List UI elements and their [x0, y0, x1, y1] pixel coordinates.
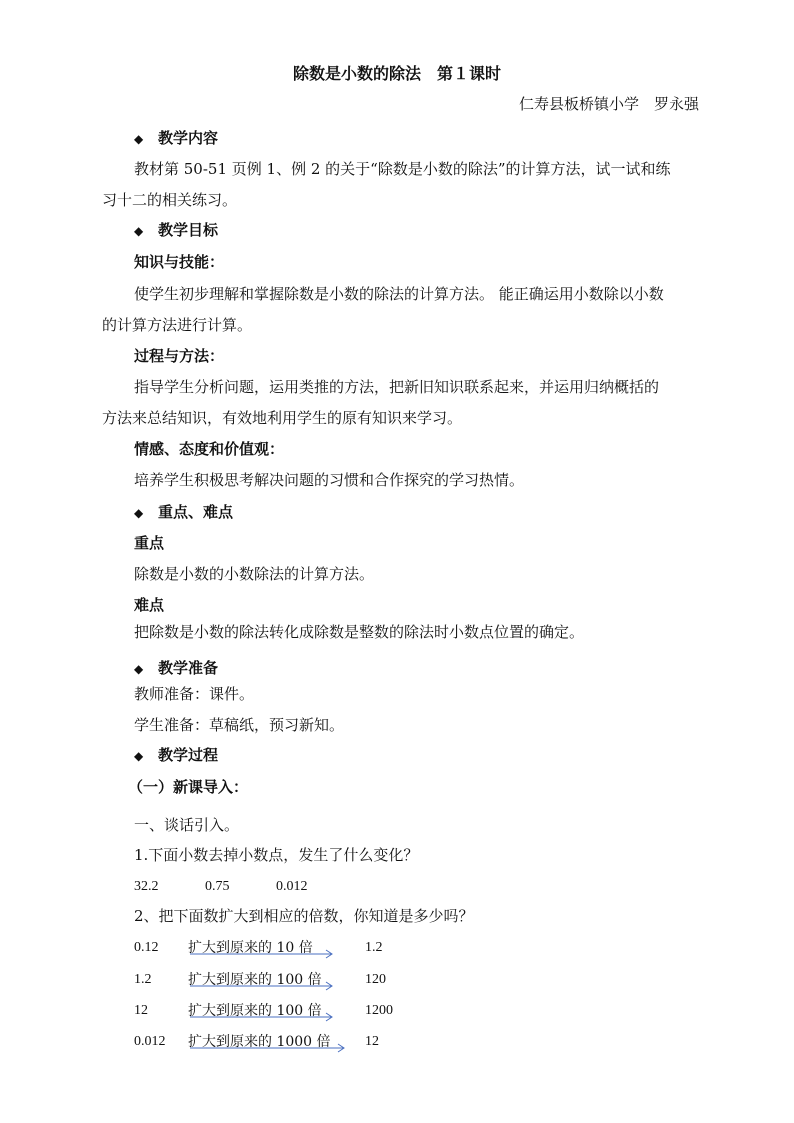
- paragraph-line: 学生准备：草稿纸，预习新知。: [134, 716, 345, 734]
- paragraph-line: 教材第 50-51 页例 1、例 2 的关于“除数是小数的除法”的计算方法，试一试和练: [134, 160, 671, 178]
- paragraph-line: 培养学生积极思考解决问题的习惯和合作探究的学习热情。: [134, 471, 525, 489]
- row-result: 120: [365, 972, 386, 987]
- row-result: 12: [365, 1034, 379, 1049]
- diamond-bullet-icon: ◆: [134, 749, 144, 763]
- subheading-emotion: 情感、态度和价值观：: [134, 440, 285, 458]
- subheading-intro: （一）新课导入：: [128, 778, 249, 796]
- question-2: 2、把下面数扩大到相应的倍数，你知道是多少吗？: [134, 907, 474, 925]
- author-line: 仁寿县板桥镇小学 罗永强: [518, 95, 699, 113]
- subheading-key: 重点: [134, 534, 165, 552]
- paragraph-line: 习十二的相关练习。: [102, 191, 238, 209]
- row-number: 0.12: [134, 940, 159, 955]
- row-operation: 扩大到原来的 1000 倍: [188, 1034, 331, 1050]
- paragraph-line: 的计算方法进行计算。: [102, 316, 253, 334]
- paragraph-line: 教师准备：课件。: [134, 685, 255, 703]
- row-number: 12: [134, 1003, 148, 1018]
- paragraph-line: 把除数是小数的除法转化成除数是整数的除法时小数点位置的确定。: [134, 623, 585, 641]
- subheading-difficulty: 难点: [134, 596, 165, 614]
- page-title: 除数是小数的除法 第１课时: [292, 64, 501, 83]
- paragraph-line: 一、谈话引入。: [134, 816, 240, 834]
- row-operation: 扩大到原来的 100 倍: [188, 972, 322, 988]
- number-item: 0.012: [276, 879, 308, 894]
- row-result: 1200: [365, 1003, 393, 1018]
- row-number: 0.012: [134, 1034, 166, 1049]
- diamond-bullet-icon: ◆: [134, 506, 144, 520]
- row-operation: 扩大到原来的 10 倍: [188, 940, 313, 956]
- arrow-right-icon: [190, 1042, 348, 1054]
- paragraph-line: 除数是小数的小数除法的计算方法。: [134, 565, 375, 583]
- row-result: 1.2: [365, 940, 383, 955]
- row-operation: 扩大到原来的 100 倍: [188, 1003, 322, 1019]
- diamond-bullet-icon: ◆: [134, 132, 144, 146]
- diamond-bullet-icon: ◆: [134, 662, 144, 676]
- paragraph-line: 使学生初步理解和掌握除数是小数的除法的计算方法。 能正确运用小数除以小数: [134, 285, 664, 303]
- heading-goals: [134, 220, 218, 241]
- heading-text: 教学准备: [158, 659, 219, 677]
- subheading-process: 过程与方法：: [134, 347, 225, 365]
- diamond-bullet-icon: ◆: [134, 224, 144, 238]
- heading-text: 教学内容: [158, 129, 219, 147]
- heading-text: 重点、难点: [158, 503, 234, 521]
- subheading-skills: 知识与技能：: [134, 253, 225, 271]
- heading-text: 教学目标: [158, 221, 219, 239]
- heading-procedure: [134, 745, 218, 766]
- question-1: 1.下面小数去掉小数点，发生了什么变化？: [134, 846, 419, 864]
- heading-key-points: [134, 502, 233, 523]
- row-number: 1.2: [134, 972, 152, 987]
- paragraph-line: 指导学生分析问题，运用类推的方法，把新旧知识联系起来，并运用归纳概括的: [134, 378, 660, 396]
- arrow-right-icon: [190, 1011, 336, 1023]
- heading-preparation: [134, 658, 218, 679]
- paragraph-line: 方法来总结知识，有效地利用学生的原有知识来学习。: [102, 409, 463, 427]
- number-item: 0.75: [205, 879, 230, 894]
- heading-text: 教学过程: [158, 746, 219, 764]
- arrow-right-icon: [190, 948, 336, 960]
- number-item: 32.2: [134, 879, 159, 894]
- heading-content: [134, 128, 218, 149]
- arrow-right-icon: [190, 980, 336, 992]
